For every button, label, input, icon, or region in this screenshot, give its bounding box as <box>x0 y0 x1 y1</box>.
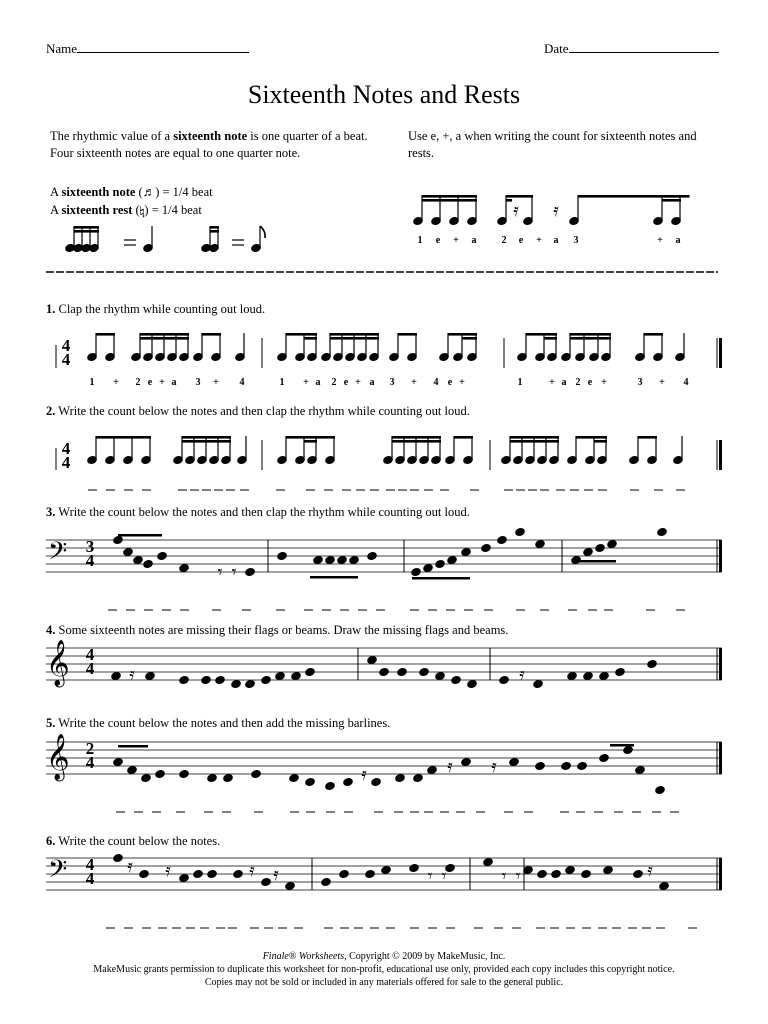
ex1-m3a-beam <box>544 337 558 340</box>
ex1-count-label: e <box>587 377 593 388</box>
exercise-4-instruction: 4. Some sixteenth notes are missing their flags or beams. Draw the missing flags and beams. <box>46 623 509 637</box>
ex6-sixteenth-rest: 𝄿 <box>165 860 171 880</box>
ex6-notehead <box>537 870 547 879</box>
exercise-6-instruction: 6. Write the count below the notes. <box>46 834 221 848</box>
ex1-count-label: 3 <box>637 377 643 388</box>
ex6-notehead <box>659 882 669 891</box>
ex3-notehead <box>179 564 189 573</box>
ex5-notehead <box>635 766 645 775</box>
ex2-m1b-beam <box>182 436 232 439</box>
ex4-time-signature-bottom: 4 <box>85 659 95 678</box>
ex5-notehead <box>305 778 315 787</box>
ex3-time-signature-bottom: 4 <box>85 551 95 570</box>
hint-count-label: 3 <box>573 235 579 246</box>
exercise-5-instruction: 5. Write the count below the notes and then add the missing barlines. <box>46 716 391 730</box>
ex1-count-label: e <box>343 377 349 388</box>
ex3-notehead <box>157 552 167 561</box>
ex6-notehead <box>207 870 217 879</box>
ex6-notehead <box>381 866 391 875</box>
ex4-notehead <box>245 680 255 689</box>
ex5-notehead <box>561 762 571 771</box>
ex5-notehead <box>207 774 217 783</box>
ex6-notehead <box>261 878 271 887</box>
ex2-time-signature-top: 4 <box>61 439 71 458</box>
ex5-notehead <box>413 774 423 783</box>
sixteenth-note-icon: (♬) <box>138 185 160 199</box>
ex3-notehead <box>481 544 491 553</box>
intro-eighth-flag <box>260 226 265 238</box>
ex6-sixteenth-rest: 𝄿 <box>273 864 279 884</box>
ex4-notehead <box>367 656 377 665</box>
ex6-notehead <box>321 878 331 887</box>
ex2-final-barline-thick <box>719 440 722 470</box>
name-label: Name <box>46 41 78 56</box>
ex3-notehead <box>607 540 617 549</box>
date-label: Date <box>544 41 569 56</box>
footer-restriction: Copies may not be sold or included in any materials offered for sale to the general public. <box>204 977 564 988</box>
intro-two-sixteenths-beam <box>210 226 220 229</box>
ex6-time-signature-top: 4 <box>85 855 95 874</box>
ex2-m1a-beam <box>96 436 152 439</box>
ex1-count-label: 3 <box>389 377 395 388</box>
ex6-sixteenth-rest: 𝄿 <box>127 856 133 876</box>
ex3-notehead <box>325 556 335 565</box>
ex3-beam <box>412 577 470 580</box>
ex3-beam <box>118 534 162 537</box>
ex6-notehead <box>193 870 203 879</box>
ex5-beam <box>610 744 634 747</box>
count-hint: Use e, +, a when writing the count for sixteenth notes and rests. <box>408 129 697 160</box>
ex4-notehead <box>451 676 461 685</box>
ex3-time-signature-top: 3 <box>85 537 95 556</box>
ex3-eighth-rest: 𝄾 <box>231 562 237 582</box>
ex2-m2a-beam <box>286 436 336 439</box>
ex2-m2c-beam <box>454 436 474 439</box>
ex6-notehead <box>565 866 575 875</box>
intro-four-sixteenths-beam <box>74 226 100 229</box>
ex5-notehead <box>289 774 299 783</box>
ex1-m3a-beam <box>526 333 558 336</box>
ex4-notehead <box>145 672 155 681</box>
hint-count-label: a <box>675 235 681 246</box>
ex2-m3a-beam <box>510 440 560 443</box>
ex4-notehead <box>583 672 593 681</box>
ex1-count-label: + <box>459 377 465 388</box>
ex3-notehead <box>277 552 287 561</box>
ex5-notehead <box>127 766 137 775</box>
ex2-time-signature-bottom: 4 <box>61 453 71 472</box>
ex4-sixteenth-rest: 𝄿 <box>129 664 135 684</box>
footer-copyright: Finale® Worksheets, Copyright © 2009 by MakeMusic, Inc. <box>262 951 506 962</box>
ex3-notehead <box>411 568 421 577</box>
ex6-notehead <box>603 866 613 875</box>
ex3-notehead <box>657 528 667 537</box>
ex6-bass-clef: 𝄢 <box>48 856 68 889</box>
ex4-notehead <box>379 668 389 677</box>
ex6-notehead <box>233 870 243 879</box>
ex2-m3a-beam <box>510 436 560 439</box>
page-title: Sixteenth Notes and Rests <box>247 80 521 109</box>
hint-group-2-beam <box>506 195 534 198</box>
ex5-notehead <box>343 778 353 787</box>
ex3-notehead <box>583 548 593 557</box>
ex4-notehead <box>275 672 285 681</box>
ex4-notehead <box>467 680 477 689</box>
ex4-notehead <box>201 676 211 685</box>
ex5-notehead <box>535 762 545 771</box>
ex1-count-label: 1 <box>279 377 285 388</box>
ex1-count-label: + <box>411 377 417 388</box>
ex1-count-label: + <box>601 377 607 388</box>
ex3-notehead <box>123 548 133 557</box>
ex1-count-label: 4 <box>683 377 689 388</box>
ex4-notehead <box>533 680 543 689</box>
ex2-m2b-beam <box>392 436 442 439</box>
ex6-eighth-rest: 𝄾 <box>441 866 447 886</box>
ex6-notehead <box>179 874 189 883</box>
ex5-notehead <box>251 770 261 779</box>
ex4-notehead <box>231 680 241 689</box>
ex1-count-label: e <box>147 377 153 388</box>
ex5-notehead <box>155 770 165 779</box>
ex3-notehead <box>133 556 143 565</box>
ex1-count-label: 4 <box>433 377 439 388</box>
ex2-m3b-beam <box>576 436 608 439</box>
ex1-time-signature-bottom: 4 <box>61 350 71 369</box>
ex3-notehead <box>435 560 445 569</box>
ex2-m3b-beam <box>594 440 608 443</box>
ex5-final-barline-thick <box>719 742 722 774</box>
hint-count-label: + <box>536 235 542 246</box>
ex5-notehead <box>223 774 233 783</box>
ex1-count-label: + <box>549 377 555 388</box>
ex4-notehead <box>419 668 429 677</box>
ex6-notehead <box>113 854 123 863</box>
ex1-count-label: e <box>447 377 453 388</box>
ex4-notehead <box>261 676 271 685</box>
ex1-time-signature-top: 4 <box>61 336 71 355</box>
ex5-notehead <box>113 758 123 767</box>
ex5-notehead <box>577 762 587 771</box>
ex1-count-label: a <box>171 377 177 388</box>
ex4-final-barline-thick <box>719 648 722 680</box>
ex1-m1b-beam <box>140 333 190 336</box>
ex6-time-signature-bottom: 4 <box>85 869 95 888</box>
footer-permission: MakeMusic grants permission to duplicate this worksheet for non-profit, educational use only, provided each copy includes this copyright notice. <box>93 964 675 975</box>
exercise-3-instruction: 3. Write the count below the notes and then clap the rhythm while counting out loud. <box>46 505 470 519</box>
ex5-notehead <box>371 778 381 787</box>
ex3-bass-clef: 𝄢 <box>48 538 68 571</box>
ex4-notehead <box>291 672 301 681</box>
ex6-notehead <box>581 870 591 879</box>
ex5-notehead <box>623 746 633 755</box>
hint-count-label: 2 <box>501 235 507 246</box>
ex6-notehead <box>409 864 419 873</box>
ex2-m1b-beam <box>182 440 232 443</box>
ex5-sixteenth-rest: 𝄿 <box>361 764 367 784</box>
ex1-m2b-beam <box>330 333 380 336</box>
hint-group-1-beam <box>422 199 478 202</box>
hint-beam-partial <box>506 199 512 202</box>
ex6-eighth-rest: 𝄾 <box>515 866 521 886</box>
ex1-count-label: + <box>159 377 165 388</box>
ex3-notehead <box>535 540 545 549</box>
ex5-notehead <box>509 758 519 767</box>
ex1-m3c-beam <box>644 333 664 336</box>
ex1-count-label: a <box>561 377 567 388</box>
ex4-notehead <box>305 668 315 677</box>
ex2-m2a-beam <box>304 440 318 443</box>
ex4-notehead <box>179 676 189 685</box>
ex6-notehead <box>551 870 561 879</box>
ex3-notehead <box>113 536 123 545</box>
ex3-notehead <box>367 552 377 561</box>
ex3-notehead <box>461 548 471 557</box>
ex3-notehead <box>423 564 433 573</box>
ex4-notehead <box>599 672 609 681</box>
ex5-notehead <box>655 786 665 795</box>
ex1-count-label: 1 <box>517 377 523 388</box>
intro-two-sixteenths-beam <box>210 230 220 233</box>
ex1-m2a-beam <box>286 333 318 336</box>
ex1-count-label: 2 <box>135 377 141 388</box>
intro-four-sixteenths-beam <box>74 230 100 233</box>
ex3-notehead <box>497 536 507 545</box>
ex5-sixteenth-rest: 𝄿 <box>491 756 497 776</box>
hint-sixteenth-rest: 𝄿 <box>553 200 559 220</box>
hint-count-label: e <box>435 235 441 246</box>
hint-sixteenth-rest: 𝄿 <box>513 200 519 220</box>
ex3-eighth-rest: 𝄾 <box>217 562 223 582</box>
ex1-count-label: + <box>659 377 665 388</box>
ex3-beam <box>310 576 358 579</box>
ex1-count-label: 2 <box>575 377 581 388</box>
sixteenth-rest-definition: A sixteenth rest (𝄯) = 1/4 beat <box>50 203 202 217</box>
ex1-count-label: a <box>369 377 375 388</box>
ex4-treble-clef: 𝄞 <box>46 640 70 685</box>
ex2-m2b-beam <box>392 440 442 443</box>
ex4-notehead <box>499 676 509 685</box>
ex1-m1c-beam <box>202 333 222 336</box>
ex6-sixteenth-rest: 𝄿 <box>647 860 653 880</box>
sixteenth-rest-icon: (𝄯) <box>135 203 149 217</box>
ex1-count-label: + <box>303 377 309 388</box>
ex5-notehead <box>599 754 609 763</box>
ex3-notehead <box>595 544 605 553</box>
hint-count-label: e <box>518 235 524 246</box>
hint-count-label: a <box>553 235 559 246</box>
ex6-eighth-rest: 𝄾 <box>501 866 507 886</box>
ex1-m2c-beam <box>398 333 418 336</box>
ex1-count-label: + <box>113 377 119 388</box>
ex3-notehead <box>349 556 359 565</box>
ex4-notehead <box>567 672 577 681</box>
exercise-1-instruction: 1. Clap the rhythm while counting out loud. <box>46 302 266 316</box>
ex1-count-label: + <box>355 377 361 388</box>
ex3-notehead <box>447 556 457 565</box>
ex3-beam <box>572 560 616 563</box>
ex6-notehead <box>483 858 493 867</box>
ex6-notehead <box>285 882 295 891</box>
ex4-notehead <box>435 672 445 681</box>
ex1-m2d-beam <box>462 337 478 340</box>
ex1-count-label: 4 <box>239 377 245 388</box>
hint-count-label: a <box>471 235 477 246</box>
sixteenth-note-definition: A sixteenth note (♬) = 1/4 beat <box>50 185 213 199</box>
ex1-final-barline-thick <box>719 338 722 368</box>
hint-count-label: + <box>657 235 663 246</box>
ex1-count-label: + <box>213 377 219 388</box>
ex6-notehead <box>339 870 349 879</box>
ex1-count-label: a <box>315 377 321 388</box>
ex1-m1b-beam <box>140 337 190 340</box>
ex5-notehead <box>141 774 151 783</box>
ex1-count-label: 2 <box>331 377 337 388</box>
ex1-m2b-beam <box>330 337 380 340</box>
ex6-final-barline-thick <box>719 858 722 890</box>
ex4-notehead <box>111 672 121 681</box>
ex6-notehead <box>365 870 375 879</box>
ex4-notehead <box>647 660 657 669</box>
ex3-notehead <box>337 556 347 565</box>
ex4-notehead <box>215 676 225 685</box>
ex3-notehead <box>313 556 323 565</box>
ex5-time-signature-top: 2 <box>85 739 95 758</box>
ex4-sixteenth-rest: 𝄿 <box>519 664 525 684</box>
ex5-treble-clef: 𝄞 <box>46 734 70 779</box>
ex1-count-label: 3 <box>195 377 201 388</box>
ex2-m3c-beam <box>638 436 658 439</box>
hint-group-3-beam <box>662 195 682 198</box>
intro-paragraph: The rhythmic value of a sixteenth note is one quarter of a beat. Four sixteenth notes are equal to one quarter note. <box>50 129 368 160</box>
ex6-eighth-rest: 𝄾 <box>427 866 433 886</box>
exercise-2-instruction: 2. Write the count below the notes and then clap the rhythm while counting out loud. <box>46 404 470 418</box>
hint-count-label: 1 <box>417 235 423 246</box>
ex5-notehead <box>427 766 437 775</box>
hint-group-1-beam <box>422 195 478 198</box>
ex3-notehead <box>143 560 153 569</box>
ex1-count-label: 1 <box>89 377 95 388</box>
hint-count-label: + <box>453 235 459 246</box>
ex3-notehead <box>515 528 525 537</box>
ex5-notehead <box>325 782 335 791</box>
ex1-m3b-beam <box>570 337 612 340</box>
ex4-notehead <box>397 668 407 677</box>
ex6-sixteenth-rest: 𝄿 <box>249 860 255 880</box>
ex5-notehead <box>461 758 471 767</box>
ex1-m2a-beam <box>304 337 318 340</box>
ex6-notehead <box>633 870 643 879</box>
ex1-m1a-beam <box>96 333 116 336</box>
ex5-beam <box>118 745 148 748</box>
ex5-time-signature-bottom: 4 <box>85 753 95 772</box>
ex5-notehead <box>395 774 405 783</box>
ex3-notehead <box>245 568 255 577</box>
ex1-m2d-beam <box>448 333 478 336</box>
ex3-final-barline-thick <box>719 540 722 572</box>
ex6-notehead <box>139 870 149 879</box>
ex4-notehead <box>615 668 625 677</box>
ex5-notehead <box>179 770 189 779</box>
hint-group-3-beam <box>662 199 682 202</box>
ex4-time-signature-top: 4 <box>85 645 95 664</box>
ex5-sixteenth-rest: 𝄿 <box>447 756 453 776</box>
ex1-m3b-beam <box>570 333 612 336</box>
